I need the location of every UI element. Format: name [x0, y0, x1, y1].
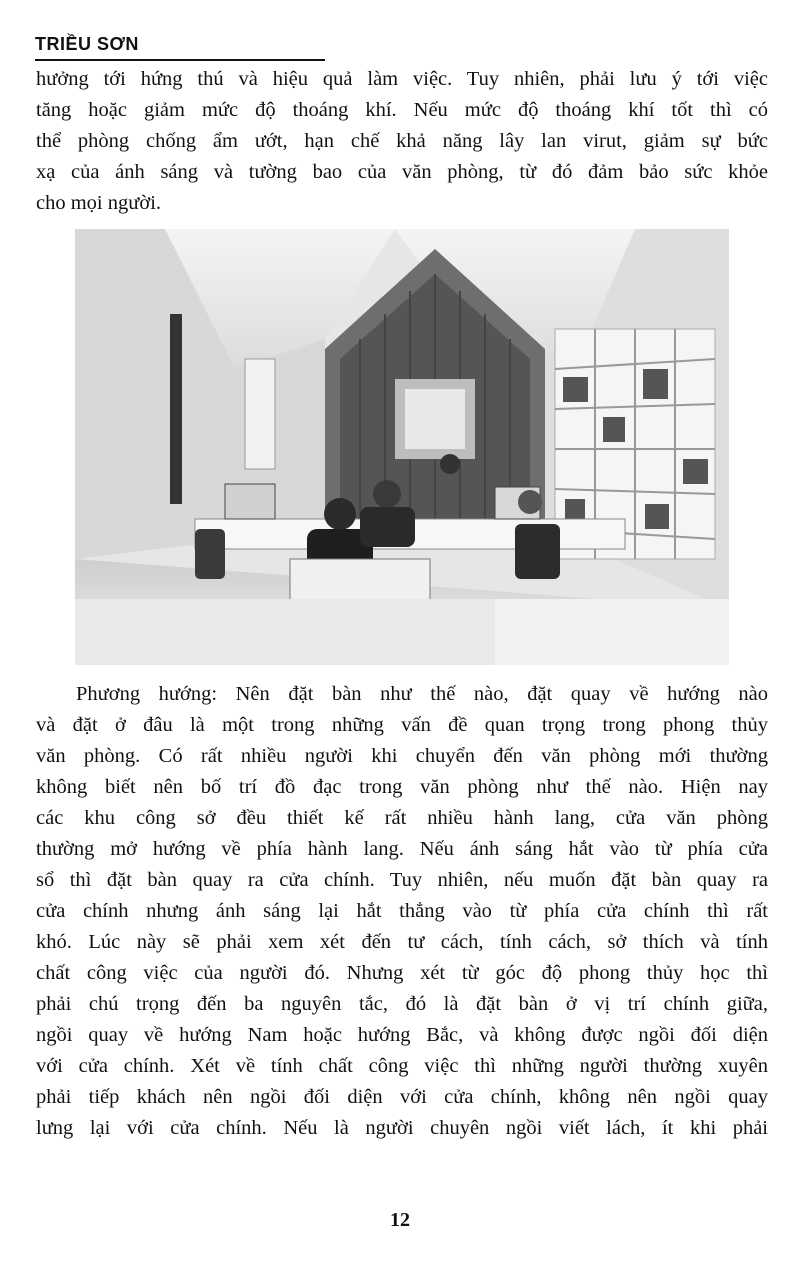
paragraph-line: thường mở hướng về phía hành lang. Nếu ánh sáng hắt vào từ phía cửa [36, 838, 768, 860]
paragraph-line: khó. Lúc này sẽ phải xem xét đến tư cách, tính cách, sở thích và tính [36, 931, 768, 953]
paragraph-line: và đặt ở đâu là một trong những vấn đề quan trọng trong phong thủy [36, 714, 768, 736]
office-photo [75, 229, 729, 665]
paragraph-line: hưởng tới hứng thú và hiệu quả làm việc. Tuy nhiên, phải lưu ý tới việc [36, 68, 768, 90]
paragraph-line: cửa chính nhưng ánh sáng lại hắt thẳng vào từ phía cửa chính thì rất [36, 900, 768, 922]
paragraph-line: cho mọi người. [36, 192, 162, 214]
paragraph-1 [36, 64, 768, 219]
office-interior-illustration [75, 229, 729, 665]
paragraph-line: với cửa chính. Xét về tính chất công việc thì những người thường xuyên [36, 1055, 768, 1077]
paragraph-2 [36, 679, 768, 1144]
paragraph-line: ngồi quay về hướng Nam hoặc hướng Bắc, và không được ngồi đối diện [36, 1024, 768, 1046]
paragraph-line: văn phòng. Có rất nhiều người khi chuyển đến văn phòng mới thường [36, 745, 768, 767]
paragraph-line: Phương hướng: Nên đặt bàn như thế nào, đặt quay về hướng nào [76, 683, 768, 705]
header-rule [35, 59, 325, 61]
running-header: TRIỀU SƠN [35, 34, 139, 54]
page-number: 12 [390, 1209, 410, 1231]
paragraph-line: chất công việc của người đó. Nhưng xét từ góc độ phong thủy học thì [36, 962, 768, 984]
paragraph-line: phải tiếp khách nên ngồi đối diện với cửa chính, không nên ngồi quay [36, 1086, 768, 1108]
paragraph-line: thể phòng chống ẩm ướt, hạn chế khả năng lây lan virut, giảm sự bức [36, 130, 768, 152]
paragraph-line: các khu công sở đều thiết kế rất nhiều hành lang, cửa văn phòng [36, 807, 768, 829]
paragraph-line: tăng hoặc giảm mức độ thoáng khí. Nếu mức độ thoáng khí tốt thì có [36, 99, 768, 121]
paragraph-line: xạ của ánh sáng và tường bao của văn phòng, từ đó đảm bảo sức khỏe [36, 161, 768, 183]
paragraph-line: sổ thì đặt bàn quay ra cửa chính. Tuy nhiên, nếu muốn đặt bàn quay ra [36, 869, 768, 891]
paragraph-line: không biết nên bố trí đồ đạc trong văn phòng như thế nào. Hiện nay [36, 776, 768, 798]
paragraph-line: lưng lại với cửa chính. Nếu là người chuyên ngồi viết lách, ít khi phải [36, 1117, 768, 1139]
paragraph-line: phải chú trọng đến ba nguyên tắc, đó là đặt bàn ở vị trí chính giữa, [36, 993, 768, 1015]
